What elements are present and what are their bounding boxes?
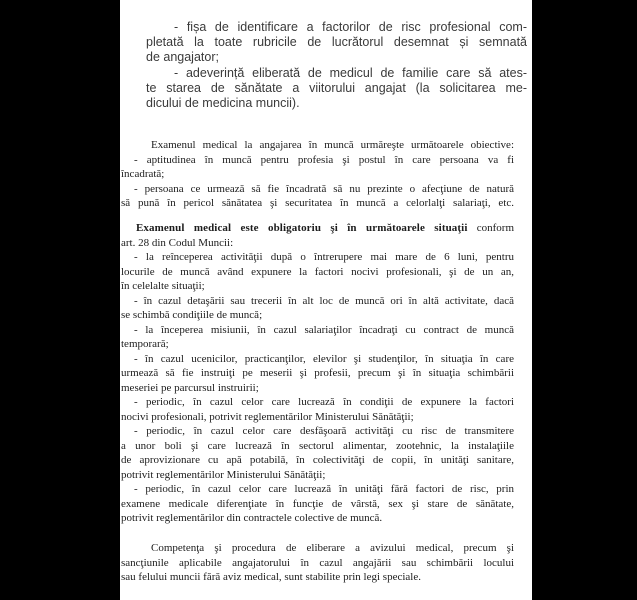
document-page: [120, 0, 532, 600]
text-line: te starea de sănătate a viitorului angajat (la solicitarea me-: [146, 80, 527, 95]
text-line: nocivi profesionali, potrivit reglementărilor Ministerului Sănătăţii;: [121, 410, 414, 423]
text-line: - periodic, în cazul celor care lucrează în condiţii de expunere la factori: [134, 396, 514, 408]
text-line: dicului de medicina muncii).: [146, 95, 300, 110]
text-line: - fișa de identificare a factorilor de risc profesional com-: [174, 20, 527, 34]
text-line: să pună în pericol sănătatea şi securitatea în muncă a celorlalţi salariaţi, etc.: [121, 197, 514, 209]
text-line: - în cazul detaşării sau trecerii în alt loc de muncă ori în altă activitate, dacă: [134, 294, 514, 307]
text-line: încadrată;: [121, 168, 165, 180]
text-line: art. 28 din Codul Muncii:: [121, 236, 234, 249]
text-line: se schimbă condiţiile de muncă;: [121, 309, 263, 321]
text-line: de aprovizionare cu apă potabilă, în colectivităţi de copii, în unităţi sanitare,: [121, 454, 514, 466]
text-line: - persoana ce urmează să fie încadrată să nu prezinte o afecţiune de natură: [134, 182, 514, 195]
text-line: sau felului muncii fără aviz medical, sunt stabilite prin legi speciale.: [121, 571, 421, 583]
text-line: - adeverință eliberată de medicul de familie care să ates-: [174, 65, 527, 80]
text-line: Competenţa şi procedura de eliberare a avizului medical, precum şi: [151, 542, 514, 554]
text-line: - la începerea misiunii, în cazul salariaţilor încadraţi cu contract de muncă: [134, 323, 514, 336]
text-line: temporară;: [121, 338, 169, 350]
text-line: de angajator;: [146, 50, 219, 65]
paragraph-mandatory-exam-situations: [121, 221, 514, 526]
paragraph-employment-documents: [146, 20, 527, 111]
text-line: - în cazul ucenicilor, practicanţilor, elevilor şi studenţilor, în situaţia în care: [134, 352, 514, 365]
text-line: potrivit reglementărilor din contractele colective de muncă.: [121, 512, 383, 524]
text-line: examene medicale diferenţiate în funcţie de vârstă, sex şi stare de sănătate,: [121, 497, 514, 510]
text-line: pletată la toate rubricile de lucrătorul desemnat și semnată: [146, 35, 527, 50]
text-line: locurile de muncă având expunere la factori nocivi profesionali, şi de un an,: [121, 265, 514, 278]
text-line: în celelalte situaţii;: [121, 280, 205, 292]
text-line: urmează să fie instruiţi pe meserii şi profesii, precum şi în situaţia schimbării: [121, 367, 514, 379]
text-line: potrivit reglementărilor Ministerului Sănătăţii;: [121, 468, 326, 481]
text-line: - la reînceperea activităţii după o întrerupere mai mare de 6 luni, pentru: [134, 251, 514, 263]
text-line: - periodic, în cazul celor care desfăşoară activităţi cu risc de transmitere: [134, 425, 514, 437]
text-line: - periodic, în cazul celor care lucrează în unităţi fără factori de risc, prin: [134, 483, 514, 495]
paragraph-medical-approval-competence: [121, 541, 514, 585]
text-line: a unor boli şi care lucrează în sectorul alimentar, zootehnic, la instalaţiile: [121, 439, 514, 452]
text-line: - aptitudinea în muncă pentru profesia şi postul în care persoana va fi: [134, 153, 514, 166]
text-line: sancţiunile aplicabile angajatorului în cazul angajării sau schimbării locului: [121, 556, 514, 569]
text-line: Examenul medical este obligatoriu şi în următoarele situaţii conform: [136, 222, 514, 234]
text-line: Examenul medical la angajarea în muncă urmăreşte următoarele obiective:: [151, 139, 514, 151]
paragraph-medical-exam-objectives: [121, 138, 514, 211]
text-line: meseriei pe parcursul instruirii;: [121, 381, 259, 394]
